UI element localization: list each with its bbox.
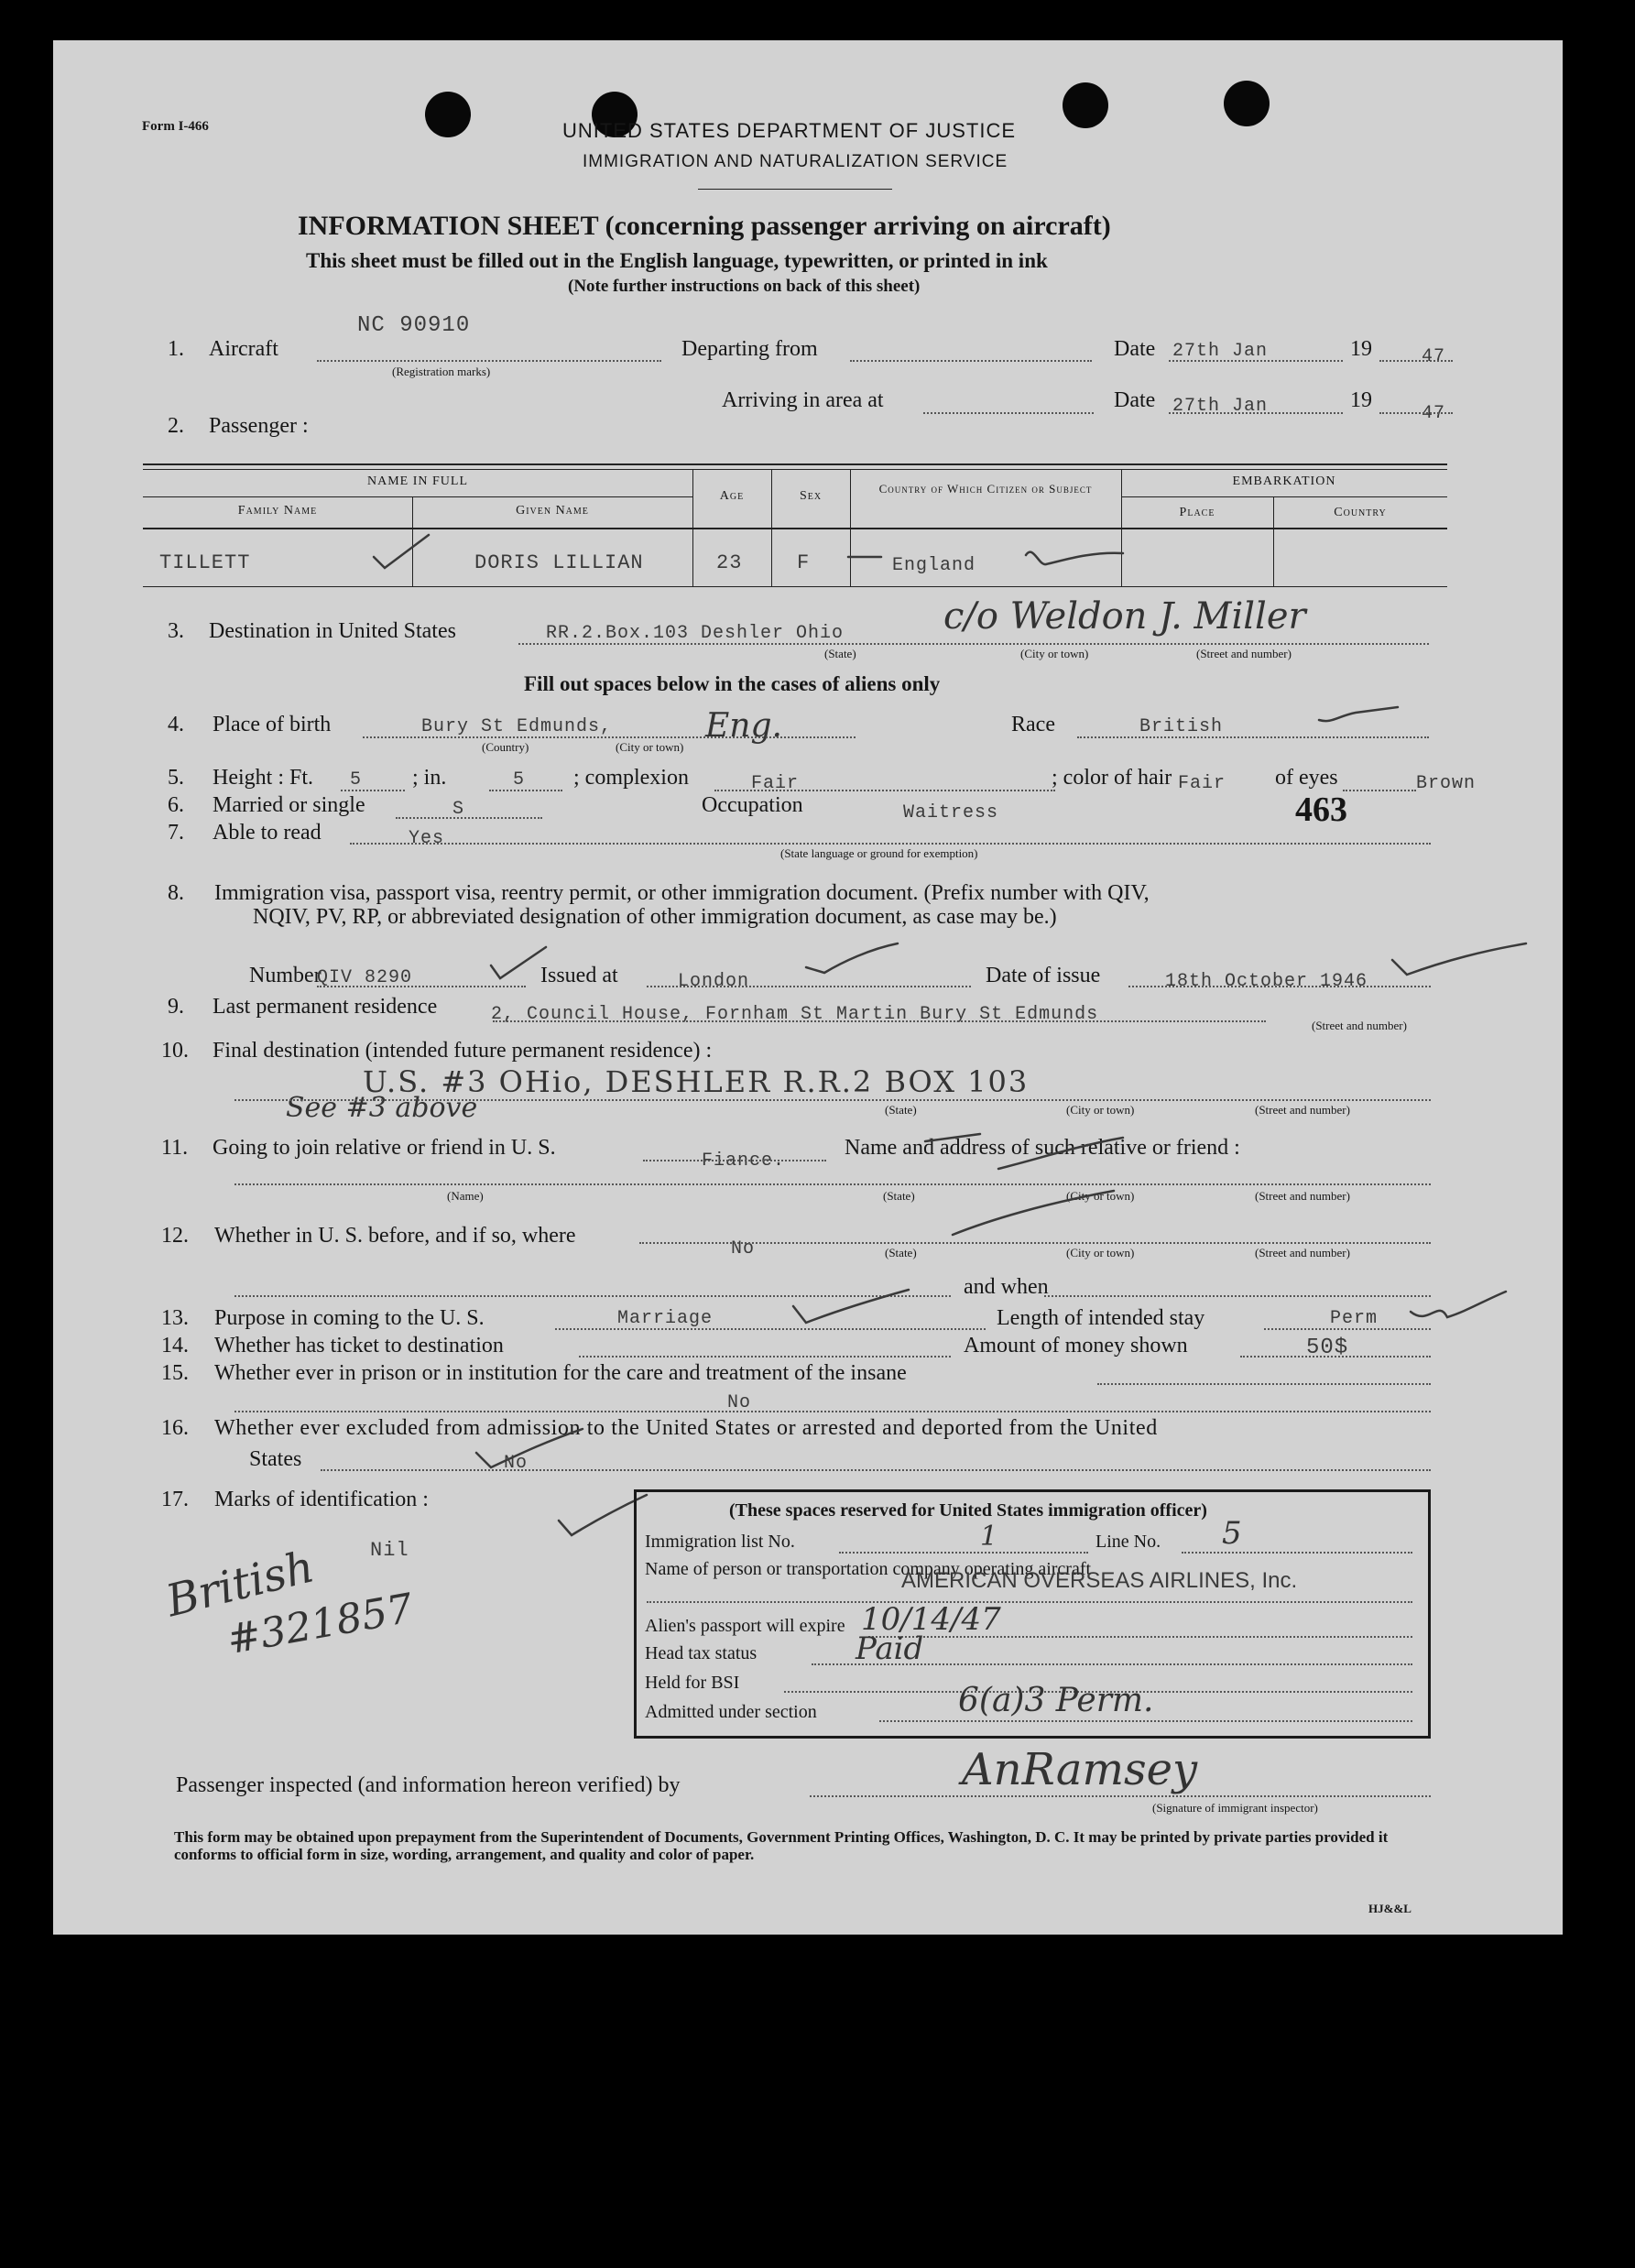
occupation-value: Waitress (903, 802, 999, 823)
signature-caption: (Signature of immigrant inspector) (1152, 1801, 1318, 1815)
item-number: 14. (161, 1334, 189, 1358)
place-header: Place (1179, 506, 1215, 519)
item-number: 12. (161, 1224, 189, 1248)
sheet-instruction: This sheet must be filled out in the English language, typewritten, or printed in ink (306, 249, 1048, 272)
aliens-only-heading: Fill out spaces below in the cases of aliens only (524, 672, 941, 695)
see-above-note: See #3 above (286, 1092, 478, 1124)
race-value: British (1139, 716, 1224, 737)
city-caption: (City or town) (1066, 1189, 1135, 1203)
height-ft-value: 5 (350, 769, 363, 791)
line-no-value: 5 (1222, 1515, 1242, 1552)
language-caption: (State language or ground for exemption) (780, 846, 978, 860)
join-value: Fiance. (702, 1150, 786, 1172)
last-residence-value: 2, Council House, Fornham St Martin Bury St Edmunds (491, 1004, 1099, 1025)
check-mark-icon (848, 548, 885, 566)
issued-at-value: London (678, 971, 750, 992)
city-caption: (City or town) (616, 740, 684, 754)
height-ft-label: Height : Ft. (213, 766, 314, 790)
name-address-label: Name and address of such relative or friend : (845, 1136, 1240, 1160)
date-label: Date (1114, 388, 1156, 412)
name-caption: (Name) (447, 1189, 484, 1203)
excluded-label-line2: States (249, 1447, 302, 1471)
aircraft-registration: NC 90910 (357, 313, 471, 338)
visa-number: QIV 8290 (317, 967, 413, 988)
item-number: 15. (161, 1361, 189, 1385)
item-number: 10. (161, 1039, 189, 1063)
marks-value: Nil (370, 1539, 409, 1562)
eyes-label: of eyes (1275, 766, 1338, 790)
hair-color-label: ; color of hair (1052, 766, 1172, 790)
age-cell: 23 (716, 551, 743, 574)
birth-country-handwritten: Eng. (705, 707, 782, 745)
country-cell: England (892, 555, 976, 576)
stamp-number: 463 (1295, 791, 1347, 829)
visa-text-line1: Immigration visa, passport visa, reentry permit, or other immigration document. (Prefix number with QIV, (214, 881, 1150, 905)
marks-label: Marks of identification : (214, 1488, 429, 1511)
length-stay-value: Perm (1330, 1308, 1379, 1329)
and-when-label: and when (964, 1275, 1049, 1299)
check-mark-icon (1411, 1290, 1511, 1330)
street-caption: (Street and number) (1255, 1103, 1350, 1117)
country-citizen-header: Country of Which Citizen or Subject (878, 482, 1093, 496)
list-no-label: Immigration list No. (645, 1532, 795, 1552)
race-label: Race (1011, 713, 1055, 736)
department-heading: UNITED STATES DEPARTMENT OF JUSTICE (562, 119, 1017, 142)
destination-label: Destination in United States (209, 619, 456, 643)
destination-handwritten: c/o Weldon J. Miller (943, 595, 1306, 638)
length-stay-label: Length of intended stay (997, 1306, 1205, 1330)
embarkation-header: EMBARKATION (1232, 474, 1336, 488)
number-label: Number (249, 964, 322, 987)
item-number: 7. (168, 821, 184, 845)
arrival-year: 47 (1422, 403, 1446, 424)
join-label: Going to join relative or friend in U. S. (213, 1136, 556, 1160)
excluded-label-line1: Whether ever excluded from admission to the United States or arrested and deported from the United (214, 1416, 1158, 1440)
item-number: 1. (168, 337, 184, 361)
prison-value: No (727, 1392, 752, 1413)
in-us-before-label: Whether in U. S. before, and if so, where (214, 1224, 576, 1248)
height-in-label: ; in. (412, 766, 447, 790)
check-mark-icon (374, 535, 438, 572)
year-prefix: 19 (1350, 388, 1372, 412)
punch-hole (1224, 81, 1270, 126)
name-in-full-header: NAME IN FULL (367, 474, 468, 488)
sex-cell: F (797, 551, 811, 574)
sheet-title: INFORMATION SHEET (concerning passenger arriving on aircraft) (298, 211, 1111, 241)
item-number: 8. (168, 881, 184, 905)
country-caption: (Country) (482, 740, 529, 754)
state-caption: (State) (883, 1189, 915, 1203)
final-destination-label: Final destination (intended future permanent residence) : (213, 1039, 713, 1063)
birthplace-label: Place of birth (213, 713, 332, 736)
complexion-label: ; complexion (573, 766, 689, 790)
list-no-value: 1 (980, 1521, 998, 1553)
ticket-label: Whether has ticket to destination (214, 1334, 504, 1358)
item-number: 13. (161, 1306, 189, 1330)
given-name-cell: DORIS LILLIAN (474, 551, 644, 574)
family-name-cell: TILLETT (159, 551, 251, 574)
city-caption: (City or town) (1066, 1103, 1135, 1117)
purpose-value: Marriage (617, 1308, 714, 1329)
check-mark-icon (1319, 703, 1401, 731)
able-to-read-value: Yes (409, 828, 445, 849)
check-mark-icon (953, 1187, 1117, 1238)
date-of-issue-label: Date of issue (986, 964, 1101, 987)
arriving-label: Arriving in area at (722, 388, 884, 412)
excluded-value: No (504, 1453, 529, 1474)
state-caption: (State) (885, 1246, 917, 1259)
married-value: S (452, 799, 465, 820)
bsi-label: Held for BSI (645, 1673, 740, 1693)
city-caption: (City or town) (1020, 647, 1089, 660)
passport-number-handwritten: #321857 (223, 1585, 417, 1664)
check-mark-icon (1392, 942, 1530, 978)
occupation-label: Occupation (702, 793, 803, 817)
country-header: Country (1334, 506, 1387, 519)
inspected-by-label: Passenger inspected (and information hereon verified) by (176, 1773, 681, 1797)
street-caption: (Street and number) (1255, 1246, 1350, 1259)
form-number: Form I-466 (142, 119, 209, 134)
footer-code: HJ&&L (1368, 1902, 1412, 1915)
departure-date: 27th Jan (1172, 341, 1269, 362)
item-number: 3. (168, 619, 184, 643)
issued-at-label: Issued at (540, 964, 618, 987)
item-number: 2. (168, 414, 184, 438)
check-mark-icon (793, 1286, 912, 1326)
item-number: 9. (168, 995, 184, 1019)
date-label: Date (1114, 337, 1156, 361)
carrier-label: Name of person or transportation company operating aircraft (645, 1559, 1092, 1579)
item-number: 6. (168, 793, 184, 817)
date-of-issue-value: 18th October 1946 (1165, 971, 1368, 992)
state-caption: (State) (824, 647, 856, 660)
admitted-label: Admitted under section (645, 1702, 817, 1722)
registration-caption: (Registration marks) (392, 365, 491, 378)
item-number: 4. (168, 713, 184, 736)
visa-text-line2: NQIV, PV, RP, or abbreviated designation of other immigration document, as case may be.) (253, 905, 1057, 929)
purpose-label: Purpose in coming to the U. S. (214, 1306, 485, 1330)
able-to-read-label: Able to read (213, 821, 322, 845)
final-destination-handwritten: U.S. #3 OHio, DESHLER R.R.2 BOX 103 (363, 1064, 1030, 1099)
item-number: 11. (161, 1136, 189, 1160)
footer-text: This form may be obtained upon prepayment from the Superintendent of Documents, Government Printing Offices, Washington, D. C. It may be printed by private parties provided it conforms to official form in size, wording, arrangement, and quality and color of paper. (174, 1828, 1389, 1863)
arrival-date: 27th Jan (1172, 396, 1269, 417)
punch-hole (425, 92, 471, 137)
given-name-header: Given Name (516, 504, 589, 518)
destination-typed: RR.2.Box.103 Deshler Ohio (546, 623, 845, 644)
check-mark-icon (476, 1425, 586, 1471)
passport-expire-label: Alien's passport will expire (645, 1616, 845, 1636)
family-name-header: Family Name (237, 504, 318, 518)
sheet-note: (Note further instructions on back of this sheet) (568, 277, 921, 296)
inspector-signature: AnRamsey (962, 1744, 1198, 1795)
check-mark-icon (1026, 539, 1127, 575)
birth-town: Bury St Edmunds, (421, 716, 613, 737)
street-caption: (Street and number) (1312, 1019, 1407, 1032)
departing-label: Departing from (681, 337, 818, 361)
complexion-value: Fair (751, 773, 800, 794)
punch-hole (1063, 82, 1108, 128)
head-tax-label: Head tax status (645, 1643, 758, 1663)
departure-year: 47 (1422, 346, 1446, 367)
head-tax-value: Paid (856, 1630, 924, 1667)
sex-header: Sex (799, 489, 823, 503)
item-number: 5. (168, 766, 184, 790)
admitted-value: 6(a)3 Perm. (958, 1682, 1154, 1719)
street-caption: (Street and number) (1196, 647, 1292, 660)
prison-label: Whether ever in prison or in institution for the care and treatment of the insane (214, 1361, 907, 1385)
eye-color-value: Brown (1416, 773, 1477, 794)
married-label: Married or single (213, 793, 365, 817)
height-in-value: 5 (513, 769, 526, 791)
passenger-label: Passenger : (209, 414, 309, 438)
british-note-handwritten: British (161, 1541, 320, 1628)
in-us-before-value: No (731, 1238, 756, 1259)
year-prefix: 19 (1350, 337, 1372, 361)
header-rule (698, 189, 892, 190)
money-label: Amount of money shown (964, 1334, 1188, 1358)
money-value: 50$ (1306, 1336, 1349, 1360)
item-number: 16. (161, 1416, 189, 1440)
city-caption: (City or town) (1066, 1246, 1135, 1259)
passport-expire-value: 10/14/47 (861, 1601, 1001, 1638)
check-mark-icon (925, 1132, 1127, 1178)
carrier-value: AMERICAN OVERSEAS AIRLINES, Inc. (901, 1568, 1298, 1593)
service-heading: IMMIGRATION AND NATURALIZATION SERVICE (583, 152, 1008, 171)
item-number: 17. (161, 1488, 189, 1511)
aircraft-label: Aircraft (209, 337, 278, 361)
hair-color-value: Fair (1178, 773, 1226, 794)
line-no-label: Line No. (1095, 1532, 1161, 1552)
last-residence-label: Last permanent residence (213, 995, 438, 1019)
street-caption: (Street and number) (1255, 1189, 1350, 1203)
officer-box-title: (These spaces reserved for United States immigration officer) (729, 1500, 1207, 1521)
check-mark-icon (806, 940, 907, 976)
age-header: Age (719, 489, 745, 503)
state-caption: (State) (885, 1103, 917, 1117)
